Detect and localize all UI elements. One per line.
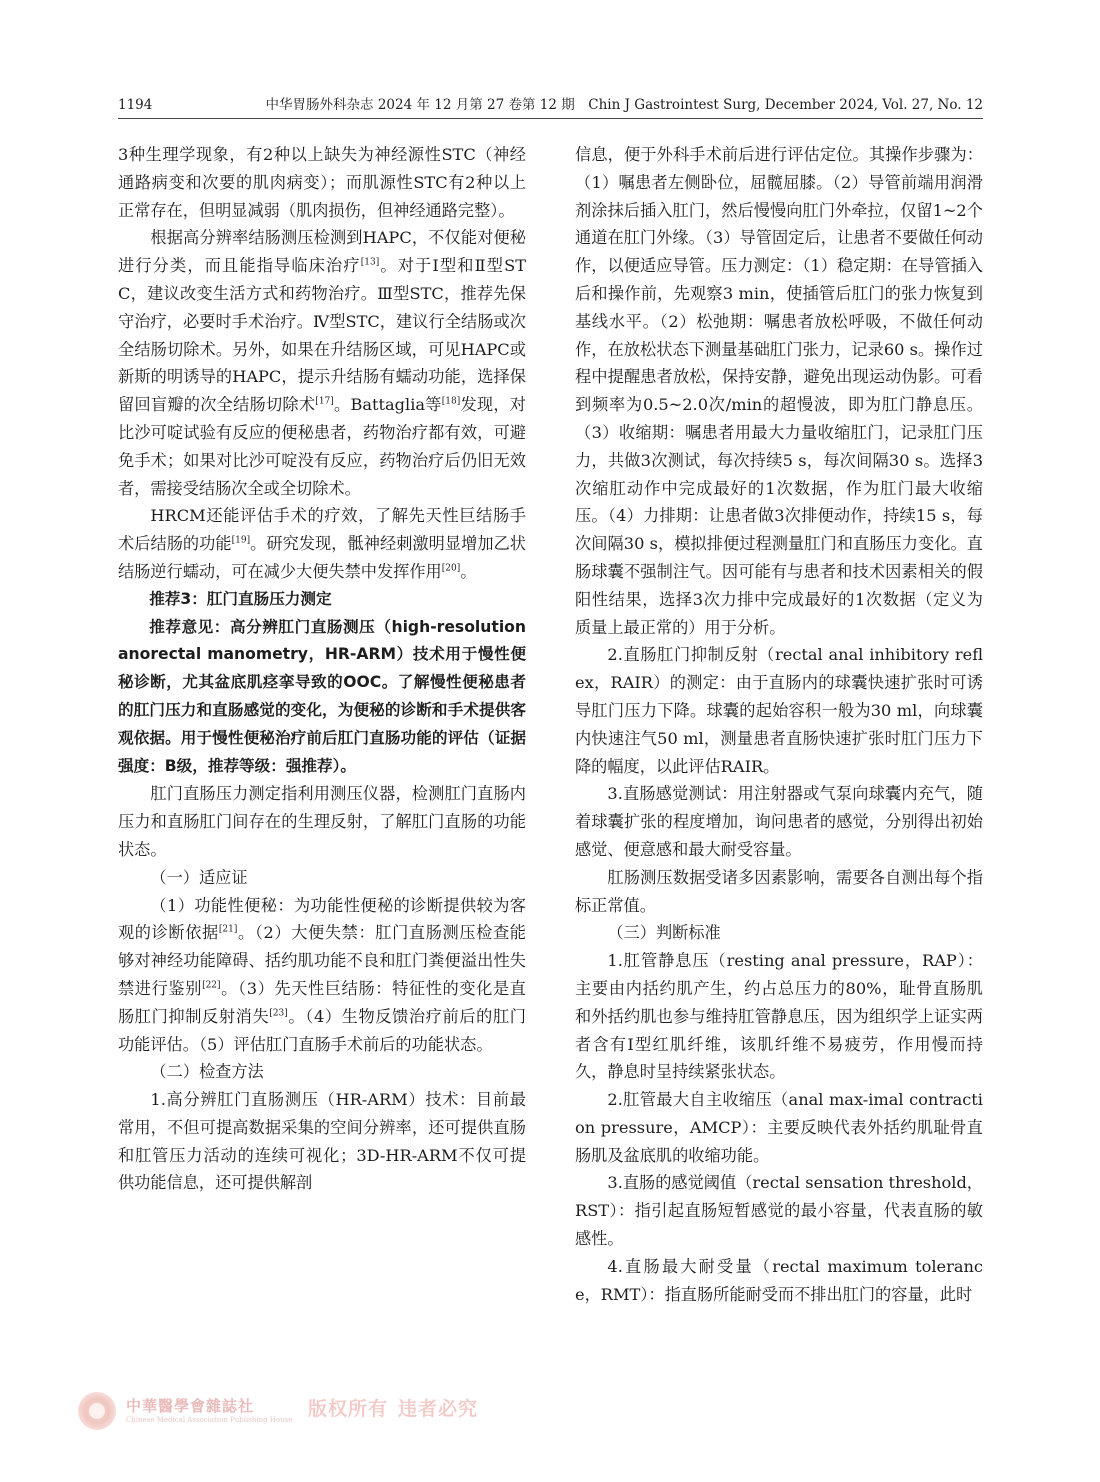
paragraph: 1.高分辨肛门直肠测压（HR-ARM）技术：目前最常用，不但可提高数据采集的空间分辨率，还可提供直肠和肛管压力活动的连续可视化；3D-HR-ARM不仅可提供功能信息，还可提供解剖 <box>118 1090 526 1193</box>
publisher-name: 中華醫學會雜誌社 <box>126 1397 255 1415</box>
section-heading: 推荐3：肛门直肠压力测定 <box>149 589 332 608</box>
paragraph: 3.直肠感觉测试：用注射器或气泵向球囊内充气，随着球囊扩张的程度增加，询问患者的感觉，分别得出初始感觉、便意感和最大耐受容量。 <box>575 784 983 859</box>
paragraph: 3种生理学现象，有2种以上缺失为神经源性STC（神经通路病变和次要的肌肉病变）；而肌源性STC有2种以上正常存在，但明显减弱（肌肉损伤，但神经通路完整）。 <box>118 145 526 220</box>
publisher-seal-icon <box>78 1392 116 1430</box>
page-number: 1194 <box>118 97 153 113</box>
recommendation-text: 推荐意见：高分辨肛门直肠测压（high-resolution anorectal manometry，HR-ARM）技术用于慢性便秘诊断，尤其盆底肌痉挛导致的OOC。了解慢性便秘患者的肛门压力和直肠感觉的变化，为便秘的诊断和手术提供客观依据。用于慢性便秘治疗前后肛门直肠功能的评估（证据强度：B级，推荐等级：强推荐）。 <box>118 617 526 775</box>
paragraph: 4.直肠最大耐受量（rectal maximum tolerance，RMT）：指直肠所能耐受而不排出肛门的容量，此时 <box>575 1256 983 1304</box>
left-column <box>118 141 526 1197</box>
publisher-name-en: Chinese Medical Association Publishing House <box>126 1416 293 1424</box>
subsection-heading: （三）判断标准 <box>607 923 721 943</box>
publisher-footer <box>78 1392 498 1432</box>
paragraph: 信息，便于外科手术前后进行评估定位。其操作步骤为：（1）嘱患者左侧卧位，屈髋屈膝。（2）导管前端用润滑剂涂抹后插入肛门，然后慢慢向肛门外牵拉，仅留1~2个通道在肛门外缘。（3）导管固定后，让患者不要做任何动作，以便适应导管。压力测定：（1）稳定期：在导管插入后和操作前，先观察3 min，使插管后肛门的张力恢复到基线水平。（2）松弛期：嘱患者放松呼吸，不做任何动作，在放松状态下测量基础肛门张力，记录60 s。操作过程中提醒患者放松，保持安静，避免出现运动伪影。可看到频率为0.5~2.0次/min的超慢波，即为肛门静息压。（3）收缩期：嘱患者用最大力量收缩肛门，记录肛门压力，共做3次测试，每次持续5 s，每次间隔30 s。选择3次缩肛动作中完成最好的1次数据，作为肛门最大收缩压。（4）力排期：让患者做3次排便动作，持续15 s，每次间隔30 s，模拟排便过程测量肛门和直肠压力变化。直肠球囊不强制注气。因可能有与患者和技术因素相关的假阳性结果，选择3次力排中完成最好的1次数据（定义为质量上最正常的）用于分析。 <box>575 145 983 637</box>
running-header <box>118 96 983 119</box>
paragraph: （1）功能性便秘：为功能性便秘的诊断提供较为客观的诊断依据[21]。（2）大便失禁：肛门直肠测压检查能够对神经功能障碍、括约肌功能不良和肛门粪便溢出性失禁进行鉴别[22]。（3）先天性巨结肠：特征性的变化是直肠肛门抑制反射消失[23]。（4）生物反馈治疗前后的肛门功能评估。（5）评估肛门直肠手术前后的功能状态。 <box>118 895 526 1054</box>
journal-citation: 中华胃肠外科杂志 2024 年 12 月第 27 卷第 12 期 Chin J Gastrointest Surg, December 2024, Vol. 27, No. 12 <box>265 97 983 113</box>
copyright-tag: 违者必究 <box>398 1398 479 1420</box>
copyright-tag: 版权所有 <box>308 1398 389 1420</box>
paragraph: 2.肛管最大自主收缩压（anal max-imal contraction pressure，AMCP）：主要反映代表外括约肌耻骨直肠肌及盆底肌的收缩功能。 <box>575 1090 983 1165</box>
paragraph: 2.直肠肛门抑制反射（rectal anal inhibitory reflex，RAIR）的测定：由于直肠内的球囊快速扩张时可诱导肛门压力下降。球囊的起始容积一般为30 ml，向球囊内快速注气50 ml，测量患者直肠快速扩张时肛门压力下降的幅度，以此评估RAIR。 <box>575 645 983 776</box>
subsection-heading: （一）适应证 <box>150 867 248 887</box>
paragraph: 肛肠测压数据受诸多因素影响，需要各自测出每个指标正常值。 <box>575 867 983 915</box>
paragraph: 1.肛管静息压（resting anal pressure，RAP）：主要由内括约肌产生，约占总压力的80%，耻骨直肠肌和外括约肌也参与维持肛管静息压，因为组织学上证实两者含有Ⅰ型红肌纤维，该肌纤维不易疲劳，作用慢而持久，静息时呈持续紧张状态。 <box>575 951 983 1082</box>
right-column <box>575 141 983 1308</box>
paragraph: 根据高分辨率结肠测压检测到HAPC，不仅能对便秘进行分类，而且能指导临床治疗[13]。对于Ⅰ型和Ⅱ型STC，建议改变生活方式和药物治疗。Ⅲ型STC，推荐先保守治疗，必要时手术治疗。Ⅳ型STC，建议行全结肠或次全结肠切除术。另外，如果在升结肠区域，可见HAPC或新斯的明诱导的HAPC，提示升结肠有蠕动功能，选择保留回盲瓣的次全结肠切除术[17]。Battaglia等[18]发现，对比沙可啶试验有反应的便秘患者，药物治疗都有效，可避免手术；如果对比沙可啶没有反应，药物治疗后仍旧无效者，需接受结肠次全或全切除术。 <box>118 228 526 498</box>
paragraph: HRCM还能评估手术的疗效，了解先天性巨结肠手术后结肠的功能[19]。研究发现，骶神经刺激明显增加乙状结肠逆行蠕动，可在减少大便失禁中发挥作用[20]。 <box>118 506 526 581</box>
paragraph: 3.直肠的感觉阈值（rectal sensation threshold，RST）：指引起直肠短暂感觉的最小容量，代表直肠的敏感性。 <box>575 1173 983 1249</box>
paragraph: 肛门直肠压力测定指利用测压仪器，检测肛门直肠内压力和直肠肛门间存在的生理反射，了解肛门直肠的功能状态。 <box>118 784 526 859</box>
subsection-heading: （二）检查方法 <box>150 1062 264 1082</box>
